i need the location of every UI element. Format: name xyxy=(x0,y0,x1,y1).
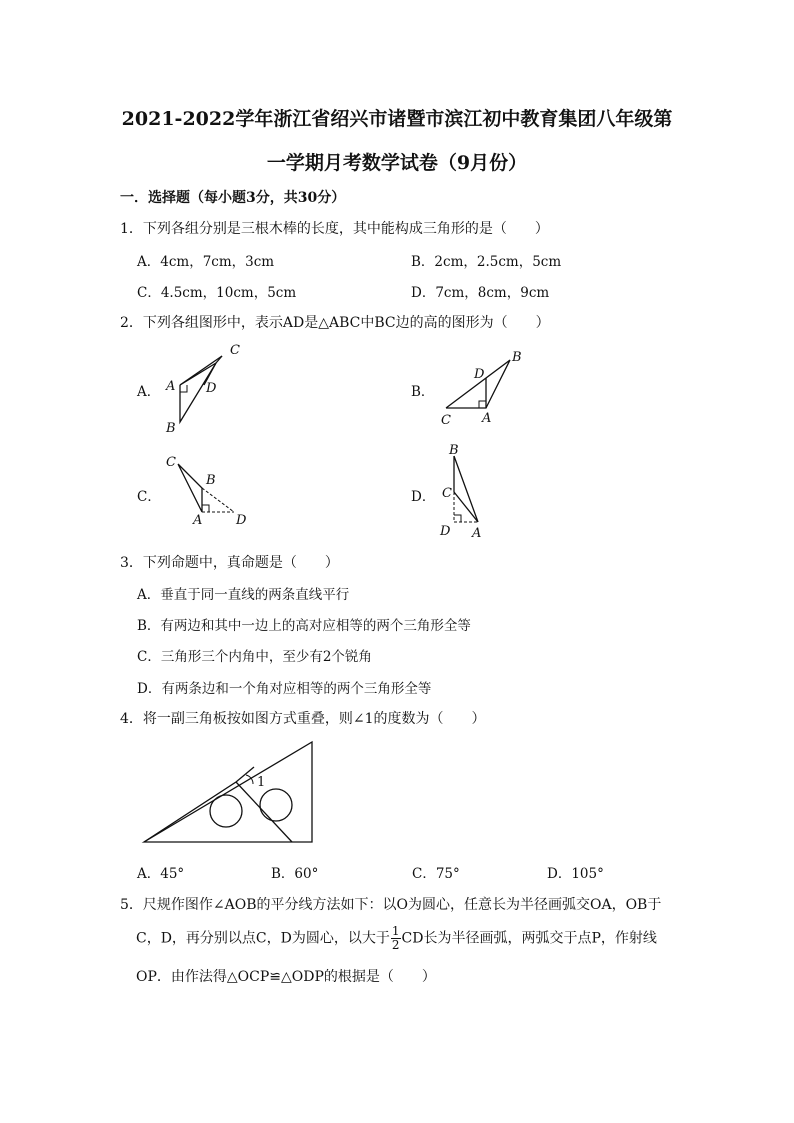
fig-b-point-a: A xyxy=(482,411,492,426)
question-2-figure-d xyxy=(436,440,506,540)
fig-d-point-b: B xyxy=(449,443,459,458)
question-2-stem: 2．下列各组图形中，表示AD是△ABC中BC边的高的图形为（ ） xyxy=(120,315,550,331)
question-1-option-c: C．4.5cm，10cm，5cm xyxy=(137,285,297,301)
question-5-line2 xyxy=(136,925,657,952)
question-2-label-c: C． xyxy=(137,489,161,505)
question-5-line1: 5．尺规作图作∠AOB的平分线方法如下：以O为圆心，任意长为半径画弧交OA，OB于 xyxy=(120,897,662,913)
question-2-label-a: A． xyxy=(137,384,161,400)
fraction-denominator: 2 xyxy=(391,938,400,952)
fraction-numerator: 1 xyxy=(391,924,400,938)
angle-1-label: 1 xyxy=(257,775,266,790)
question-3-option-a: A．垂直于同一直线的两条直线平行 xyxy=(137,587,350,603)
question-4-option-c: C．75° xyxy=(412,866,460,882)
question-2-label-b: B． xyxy=(411,384,435,400)
exam-title-line2: 一学期月考数学试卷（9月份） xyxy=(266,152,528,174)
question-2-figure-a xyxy=(160,340,250,435)
question-1-option-d: D．7cm，8cm，9cm xyxy=(411,285,550,301)
fig-c-point-a: A xyxy=(193,513,203,528)
question-2-figure-c xyxy=(162,452,262,532)
question-1-option-b: B．2cm，2.5cm，5cm xyxy=(411,254,562,270)
question-5-line2-part2: CD长为半径画弧，两弧交于点P，作射线 xyxy=(401,930,657,947)
exam-title-line1: 2021-2022学年浙江省绍兴市诸暨市滨江初中教育集团八年级第 xyxy=(121,108,673,130)
fig-a-point-c: C xyxy=(230,343,240,358)
question-2-figure-b xyxy=(438,348,533,433)
question-4-option-b: B．60° xyxy=(271,866,319,882)
question-4-figure-set-squares xyxy=(140,738,330,848)
fig-c-point-c: C xyxy=(166,455,176,470)
question-1-option-a: A．4cm，7cm，3cm xyxy=(137,254,275,270)
question-3-option-d: D．有两条边和一个角对应相等的两个三角形全等 xyxy=(137,681,432,697)
fig-d-point-d: D xyxy=(440,524,451,539)
section-heading-choice: 一．选择题（每小题3分，共30分） xyxy=(120,190,346,206)
fig-d-point-a: A xyxy=(472,526,482,541)
fig-c-point-b: B xyxy=(206,473,216,488)
question-4-option-a: A．45° xyxy=(137,866,185,882)
fig-a-point-a: A xyxy=(166,379,176,394)
fig-c-point-d: D xyxy=(236,513,247,528)
question-3-stem: 3．下列命题中，真命题是（ ） xyxy=(120,555,339,571)
fig-a-point-d: D xyxy=(206,381,217,396)
fig-b-point-c: C xyxy=(441,413,451,428)
question-4-option-d: D．105° xyxy=(547,866,604,882)
fig-b-point-b: B xyxy=(512,350,522,365)
question-3-option-b: B．有两边和其中一边上的高对应相等的两个三角形全等 xyxy=(137,618,471,634)
fraction-one-half xyxy=(391,925,401,952)
question-2-label-d: D． xyxy=(411,489,436,505)
question-5-line3: OP．由作法得△OCP≌△ODP的根据是（ ） xyxy=(136,969,436,985)
question-3-option-c: C．三角形三个内角中，至少有2个锐角 xyxy=(137,649,372,665)
fig-a-point-b: B xyxy=(166,421,176,436)
question-5-line2-part1: C，D，再分别以点C，D为圆心，以大于 xyxy=(136,930,390,947)
question-4-stem: 4．将一副三角板按如图方式重叠，则∠1的度数为（ ） xyxy=(120,711,486,727)
fig-d-point-c: C xyxy=(442,486,452,501)
fig-b-point-d: D xyxy=(474,367,485,382)
question-1-stem: 1．下列各组分别是三根木棒的长度，其中能构成三角形的是（ ） xyxy=(120,221,549,237)
